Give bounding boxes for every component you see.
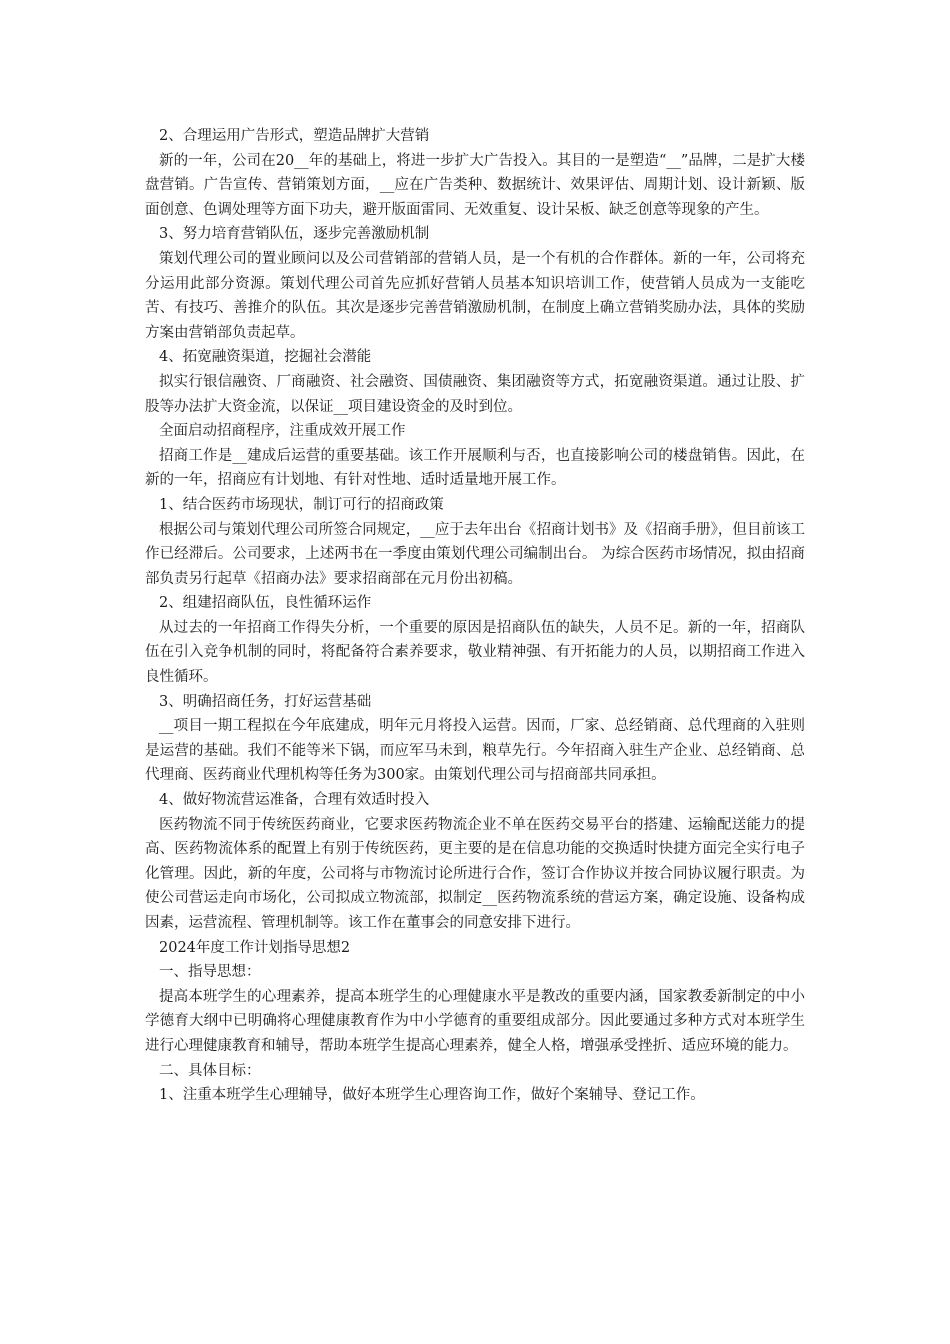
section-heading: 一、指导思想： xyxy=(159,964,261,981)
document-title: 2024年度工作计划指导思想2 xyxy=(159,939,351,956)
section-heading: 4、拓宽融资渠道，挖掘社会潜能 xyxy=(159,349,372,366)
paragraph: __项目一期工程拟在今年底建成，明年元月将投入运营。因而，厂家、总经销商、总代理商的入驻则是运营的基础。我们不能等米下锅，而应军马未到，粮草先行。今年招商入驻生产企业、总经销商、总代理商、医药商业代理机构等任务为300家。由策划代理公司与招商部共同承担。 xyxy=(145,718,805,784)
paragraph: 拟实行银信融资、厂商融资、社会融资、国债融资、集团融资等方式，拓宽融资渠道。通过让股、扩股等办法扩大资金流，以保证__项目建设资金的及时到位。 xyxy=(145,373,805,415)
section-heading: 4、做好物流营运准备，合理有效适时投入 xyxy=(159,792,430,809)
document-body xyxy=(145,124,805,1108)
section-heading: 3、努力培育营销队伍，逐步完善激励机制 xyxy=(159,226,430,243)
paragraph: 医药物流不同于传统医药商业，它要求医药物流企业不单在医药交易平台的搭建、运输配送能力的提高、医药物流体系的配置上有别于传统医药，更主要的是在信息功能的交换适时快捷方面完全实行电子化管理。因此，新的年度，公司将与市物流讨论所进行合作，签订合作协议并按合同协议履行职责。为使公司营运走向市场化，公司拟成立物流部，拟制定__医药物流系统的营运方案，确定设施、设备构成因素，运营流程、管理机制等。该工作在董事会的同意安排下进行。 xyxy=(145,816,805,931)
paragraph: 根据公司与策划代理公司所签合同规定，__应于去年出台《招商计划书》及《招商手册》，但目前该工作已经滞后。公司要求，上述两书在一季度由策划代理公司编制出台。 为综合医药市场情况，拟由招商部负责另行起草《招商办法》要求招商部在元月份出初稿。 xyxy=(145,521,805,587)
paragraph: 提高本班学生的心理素养，提高本班学生的心理健康水平是教改的重要内涵，国家教委新制定的中小学德育大纲中已明确将心理健康教育作为中小学德育的重要组成部分。因此要通过多种方式对本班学生进行心理健康教育和辅导，帮助本班学生提高心理素养，健全人格，增强承受挫折、适应环境的能力。 xyxy=(145,988,805,1054)
paragraph: 招商工作是__建成后运营的重要基础。该工作开展顺利与否，也直接影响公司的楼盘销售。因此，在新的一年，招商应有计划地、有针对性地、适时适量地开展工作。 xyxy=(145,447,805,489)
paragraph: 策划代理公司的置业顾问以及公司营销部的营销人员，是一个有机的合作群体。新的一年，公司将充分运用此部分资源。策划代理公司首先应抓好营销人员基本知识培训工作，使营销人员成为一支能吃苦、有技巧、善推介的队伍。其次是逐步完善营销激励机制，在制度上确立营销奖励办法，具体的奖励方案由营销部负责起草。 xyxy=(145,250,805,341)
section-heading: 全面启动招商程序，注重成效开展工作 xyxy=(159,423,406,440)
section-heading: 二、具体目标： xyxy=(159,1062,261,1079)
paragraph: 新的一年，公司在20__年的基础上，将进一步扩大广告投入。其目的一是塑造“__”品牌，二是扩大楼盘营销。广告宣传、营销策划方面，__应在广告类种、数据统计、效果评估、周期计划、设计新颖、版面创意、色调处理等方面下功夫，避开版面雷同、无效重复、设计呆板、缺乏创意等现象的产生。 xyxy=(145,152,805,218)
section-heading: 2、组建招商队伍，良性循环运作 xyxy=(159,595,372,612)
section-heading: 2、合理运用广告形式，塑造品牌扩大营销 xyxy=(159,128,430,144)
section-heading: 3、明确招商任务，打好运营基础 xyxy=(159,693,372,710)
paragraph: 从过去的一年招商工作得失分析，一个重要的原因是招商队伍的缺失，人员不足。新的一年，招商队伍在引入竞争机制的同时，将配备符合素养要求，敬业精神强、有开拓能力的人员，以期招商工作进入良性循环。 xyxy=(145,619,805,686)
section-heading: 1、注重本班学生心理辅导，做好本班学生心理咨询工作，做好个案辅导、登记工作。 xyxy=(159,1087,705,1104)
section-heading: 1、结合医药市场现状，制订可行的招商政策 xyxy=(159,496,444,513)
